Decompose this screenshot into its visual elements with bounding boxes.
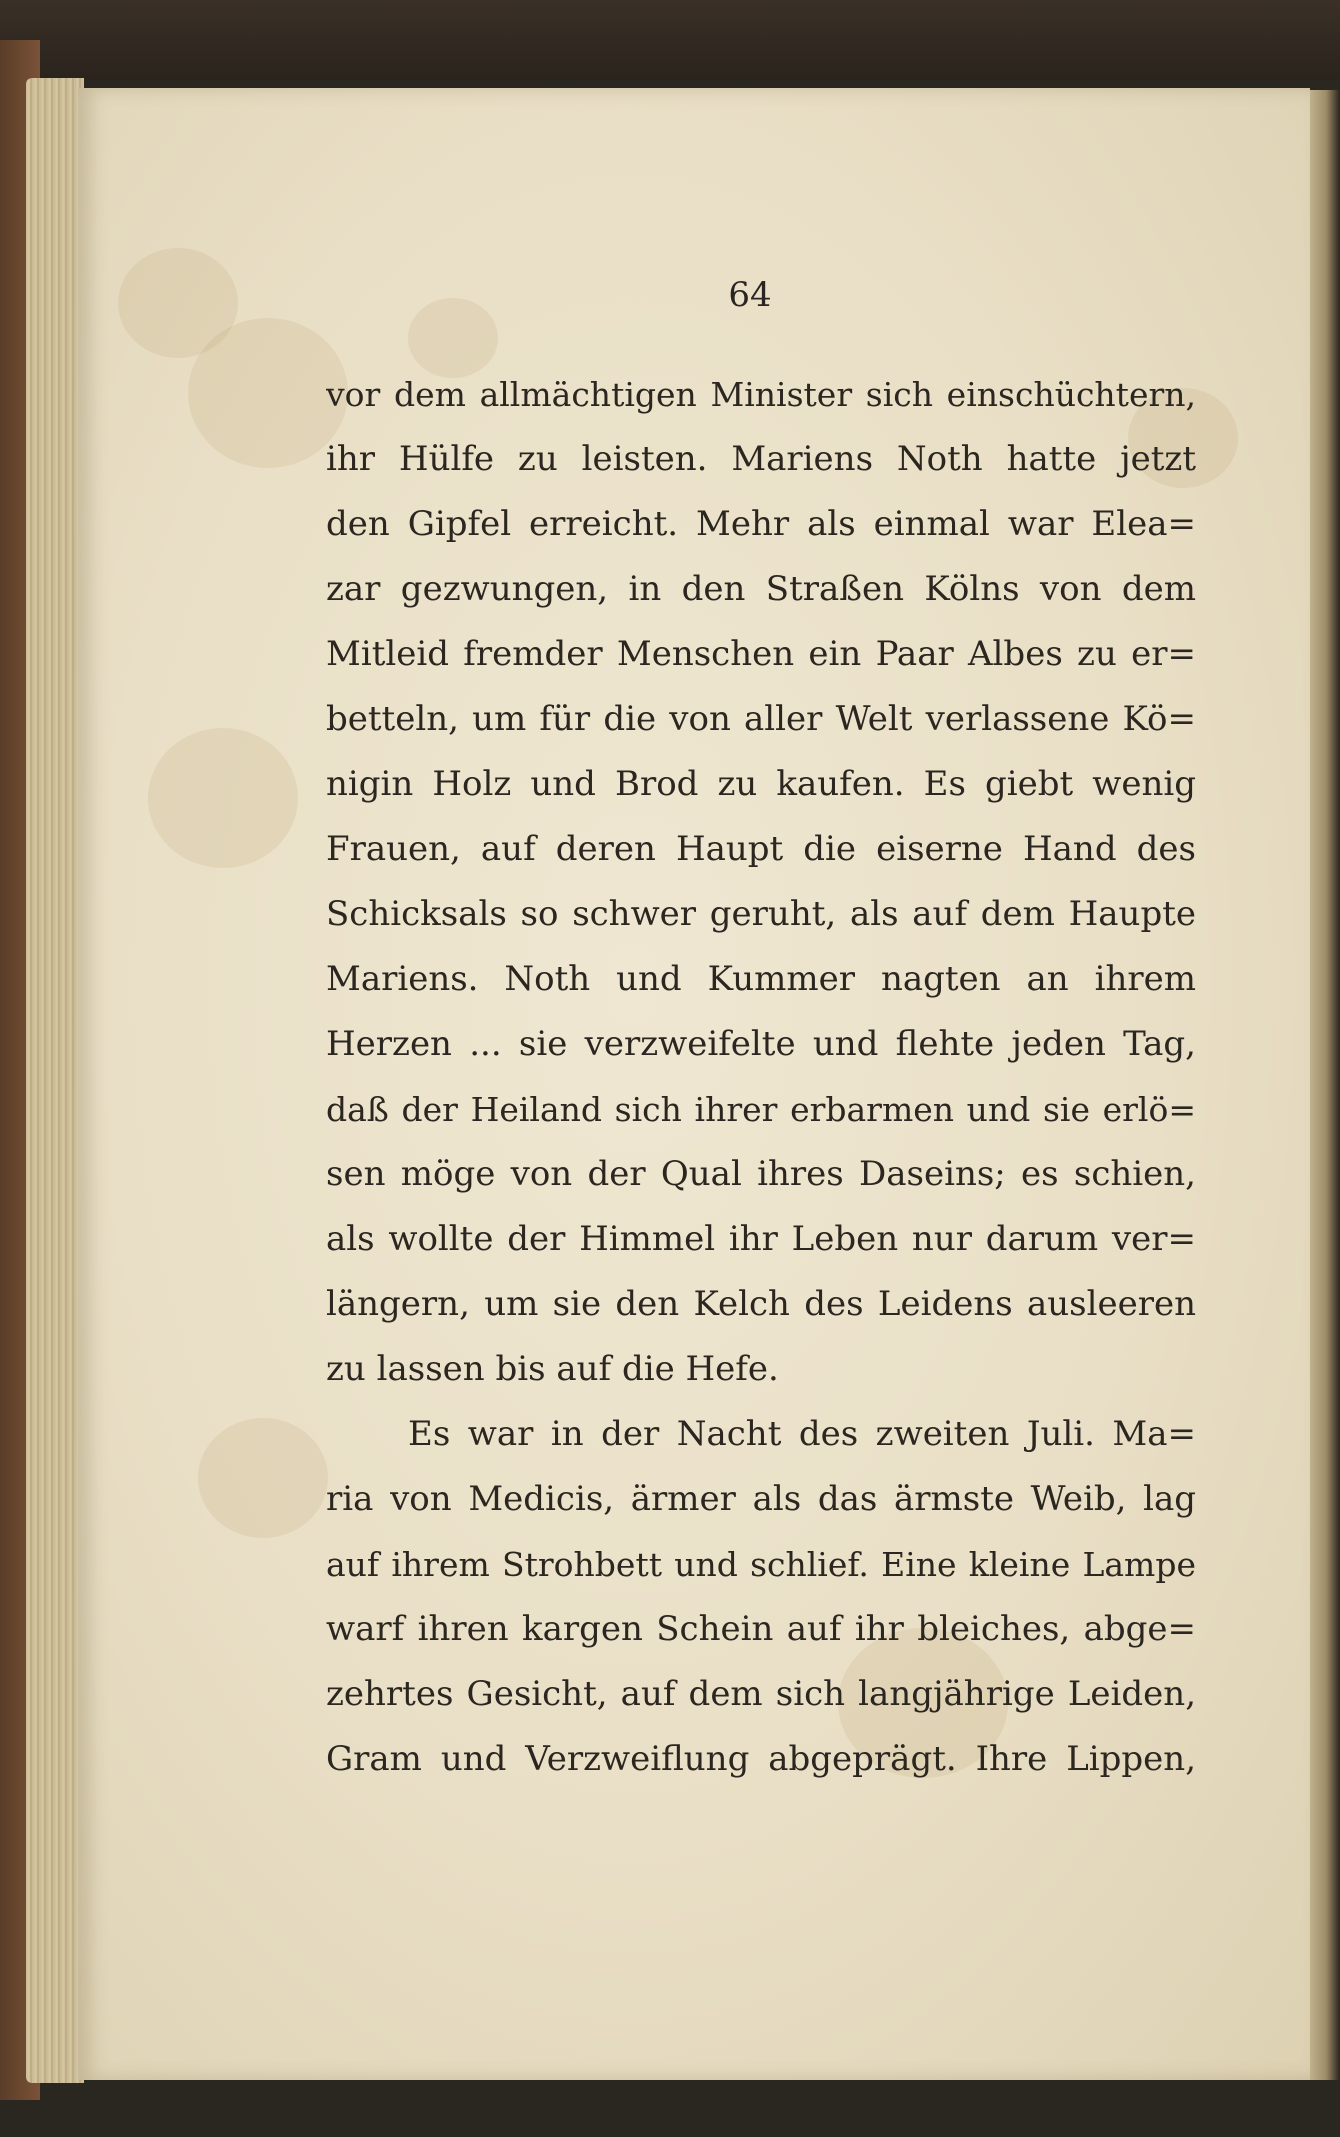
text-line: zar gezwungen, in den Straßen Kölns von dem: [326, 569, 1196, 609]
text-line: nigin Holz und Brod zu kaufen. Es giebt wenig: [326, 764, 1196, 804]
text-line: Frauen, auf deren Haupt die eiserne Hand des: [326, 829, 1196, 869]
text-line: ihr Hülfe zu leisten. Mariens Noth hatte jetzt: [326, 439, 1196, 479]
text-line: betteln, um für die von aller Welt verlassene Kö=: [326, 699, 1196, 739]
paper-stain: [198, 1418, 328, 1538]
text-line: warf ihren kargen Schein auf ihr bleiches, abge=: [326, 1609, 1196, 1649]
stacked-page-edges: [26, 78, 84, 2083]
text-line: Schicksals so schwer geruht, als auf dem Haupte: [326, 894, 1196, 934]
text-line: daß der Heiland sich ihrer erbarmen und sie erlö=: [326, 1090, 1196, 1129]
book-cover-top: [0, 0, 1340, 80]
text-line: Gram und Verzweiflung abgeprägt. Ihre Lippen,: [326, 1739, 1196, 1779]
paper-stain: [188, 318, 348, 468]
text-line: Mariens. Noth und Kummer nagten an ihrem: [326, 959, 1196, 999]
text-line: längern, um sie den Kelch des Leidens ausleeren: [326, 1284, 1196, 1324]
text-line: Herzen ... sie verzweifelte und flehte jeden Tag,: [326, 1024, 1196, 1064]
text-line: ria von Medicis, ärmer als das ärmste Weib, lag: [326, 1479, 1196, 1519]
paragraph-start-line: Es war in der Nacht des zweiten Juli. Ma=: [408, 1414, 1196, 1454]
text-line: vor dem allmächtigen Minister sich einschüchtern,: [326, 375, 1196, 414]
body-text: [326, 362, 1196, 1792]
page-number: 64: [728, 275, 772, 315]
text-line: sen möge von der Qual ihres Daseins; es schien,: [326, 1154, 1196, 1194]
paper-stain: [148, 728, 298, 868]
right-page-edge: [1305, 90, 1340, 2080]
text-line: zehrtes Gesicht, auf dem sich langjährige Leiden,: [326, 1674, 1196, 1714]
text-line: als wollte der Himmel ihr Leben nur darum ver=: [326, 1219, 1196, 1259]
text-line: auf ihrem Strohbett und schlief. Eine kleine Lampe: [326, 1545, 1196, 1584]
text-line: den Gipfel erreicht. Mehr als einmal war Elea=: [326, 504, 1196, 544]
text-line: Mitleid fremder Menschen ein Paar Albes zu er=: [326, 634, 1196, 674]
paragraph-end-line: zu lassen bis auf die Hefe.: [326, 1349, 779, 1389]
